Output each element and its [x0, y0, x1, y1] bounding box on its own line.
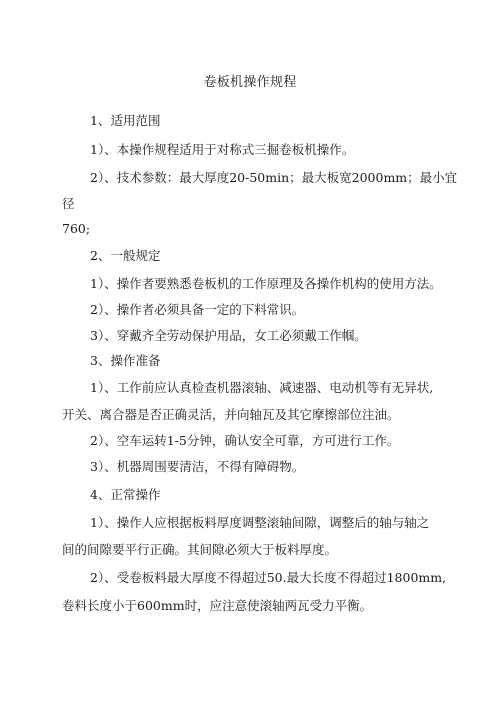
- paragraph-line: 1）、操作人应根据板料厚度调整滚轴间隙，调整后的轴与轴之: [90, 515, 430, 530]
- paragraph-line: 1）、操作者要熟悉卷板机的工作原理及各操作机构的使用方法。: [90, 276, 442, 291]
- paragraph-line: 卷料长度小于600mm时，应注意使滚轴两瓦受力平衡。: [62, 598, 373, 613]
- section-heading: 1、适用范围: [90, 113, 161, 128]
- paragraph-line: 3）、穿戴齐全劳动保护用品，女工必须戴工作帼。: [90, 328, 367, 343]
- paragraph-line: 1）、本操作规程适用于对称式三掘卷板机操作。: [90, 142, 355, 157]
- paragraph-line: 间的间隙要平行正确。其间隙必须大于板料厚度。: [62, 542, 338, 557]
- paragraph-line: 径: [62, 196, 75, 211]
- paragraph-line: 2）、操作者必须具备一定的下料常识。: [90, 302, 305, 317]
- section-heading: 3、操作准备: [90, 353, 161, 368]
- paragraph-line: 3）、机器周围要清洁，不得有障碍物。: [90, 459, 305, 474]
- section-heading: 4、正常操作: [90, 487, 161, 502]
- paragraph-line: 2）、空车运转1-5分钟，确认安全可靠，方可进行工作。: [90, 433, 400, 448]
- paragraph-line: 2）、技术参数：最大厚度20-50min；最大板宽2000mm；最小宜: [90, 170, 458, 185]
- document-title: 卷板机操作规程: [203, 75, 297, 90]
- section-heading: 2、一般规定: [90, 248, 161, 263]
- paragraph-line: 开关、离合器是否正确灵活，并向轴瓦及其它摩擦部位注油。: [62, 407, 400, 422]
- paragraph-line: 2）、受卷板料最大厚度不得超过50.最大长度不得超过1800mm,: [90, 570, 447, 585]
- paragraph-line: 1）、工作前应认真检查机器滚轴、减速器、电动机等有无异状,: [90, 380, 434, 395]
- paragraph-line: 760;: [62, 221, 91, 236]
